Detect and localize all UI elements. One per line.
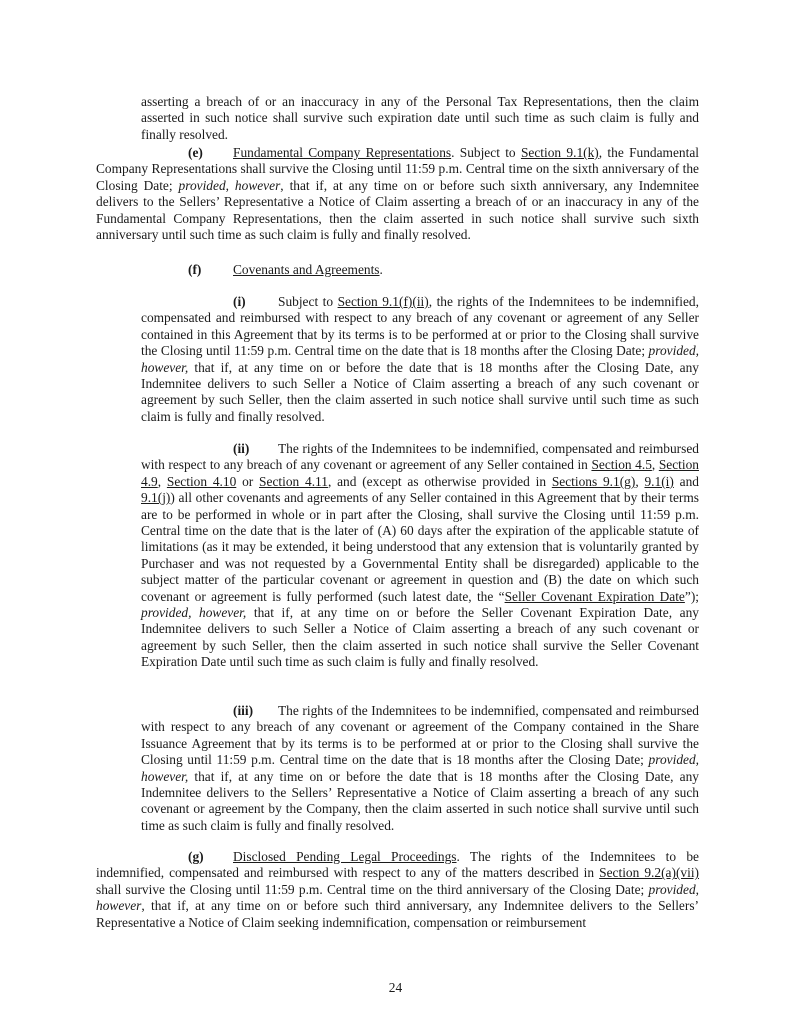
section-reference-9-1-g: Sections 9.1(g) (551, 473, 636, 489)
section-f-heading-period: . (379, 262, 383, 277)
section-g-text-1: . The rights of the Indemnitees to be indemnified, compensated and reimbursed with respect to any of the matters described in (96, 849, 699, 881)
section-g-text-4: , that if, at any time on or before such third anniversary, any Indemnitee delivers to the Sellers’ Representative a Notice of Claim seeking indemnification, compensation or reimbursement (96, 898, 699, 930)
provided-however-italic: provided, however, (141, 752, 699, 784)
section-f-ii-text-6: , (635, 473, 645, 489)
provided-italic: provided (648, 881, 696, 897)
section-f-iii-label: (iii) (233, 703, 254, 718)
section-f-ii-text-4: or (236, 473, 260, 489)
section-f-ii-text-9: ”); (684, 588, 699, 604)
section-g-heading: Disclosed Pending Legal Proceedings (233, 849, 457, 864)
section-f-ii-paragraph (141, 441, 699, 671)
defined-term-seller-covenant-expiration-date: Seller Covenant Expiration Date (504, 588, 685, 604)
section-f-i-paragraph (141, 294, 699, 425)
section-reference-4-10: Section 4.10 (166, 473, 237, 489)
section-g-paragraph (96, 849, 699, 931)
section-f-label: (f) (188, 262, 202, 277)
section-e-text-1: . Subject to (451, 145, 521, 160)
section-f-iii-text-2: that if, at any time on or before the date that is 18 months after the Closing Date, any Indemnitee delivers to the Sellers’ Representative a Notice of Claim asserting a breach of any such covenant or agreement by the Company, then the claim asserted in such notice shall survive until such time as such claim is fully and finally resolved. (141, 768, 699, 833)
section-reference-4-5: Section 4.5 (591, 457, 652, 473)
section-g-label: (g) (188, 849, 204, 864)
section-f-ii-label: (ii) (233, 441, 250, 456)
section-f-i-label: (i) (233, 294, 246, 309)
however-italic: however (234, 177, 281, 193)
section-f-ii-text-2: , (651, 457, 659, 473)
however-italic: however (96, 898, 142, 914)
section-reference-9-1-k: Section 9.1(k) (520, 145, 599, 160)
section-e-text-2: , the Fundamental Company Representations shall survive the Closing until 11:59 p.m. Central time on the sixth anniversary of the Closing Date; (96, 145, 699, 193)
section-f-ii-text-5: , and (except as otherwise provided in (327, 473, 552, 489)
section-f-iii-text-1: The rights of the Indemnitees to be indemnified, compensated and reimbursed with respect to any breach of any covenant or agreement of the Company contained in the Share Issuance Agreement that by its terms is to be performed at or prior to the Closing shall survive the Closing until 11:59 p.m. Central time on the date that is 18 months after the Closing Date; (141, 703, 699, 768)
section-g-text-3: , (695, 881, 699, 897)
section-f-i-text-3: that if, at any time on or before the date that is 18 months after the Closing Date, any Indemnitee delivers to such Seller a Notice of Claim asserting a breach of any such covenant or agreement by such Seller, then the claim asserted in such notice shall survive until such time as such claim is fully and finally resolved. (141, 359, 699, 424)
section-reference-9-1-i: 9.1(i) (644, 473, 674, 489)
continuation-paragraph (141, 94, 699, 143)
section-f-heading: Covenants and Agreements (233, 262, 380, 277)
section-e-text-3: , (225, 177, 235, 193)
section-f-ii-text-10: that if, at any time on or before the Seller Covenant Expiration Date, any Indemnitee delivers to such Seller a Notice of Claim asserting a breach of any such covenant or agreement by such Seller, then the claim asserted in such notice shall survive the Seller Covenant Expiration Date until such time as such claim is fully and finally resolved. (141, 605, 699, 670)
section-reference-9-2-a-vii: Section 9.2(a)(vii) (599, 865, 699, 881)
section-f-ii-text-3: , (157, 473, 167, 489)
provided-italic: provided (178, 177, 226, 193)
section-f-ii-text-7: and (673, 473, 700, 489)
section-reference-9-1-j: 9.1(j) (141, 490, 171, 506)
section-f-heading-line (96, 262, 699, 278)
section-reference-4-9: Section 4.9 (141, 457, 699, 489)
section-f-ii-text-1: The rights of the Indemnitees to be indemnified, compensated and reimbursed with respect to any breach of any covenant or agreement of any Seller contained in (141, 441, 699, 473)
section-e-paragraph (96, 145, 699, 243)
provided-however-italic: provided, however, (141, 605, 247, 621)
section-f-i-text-1: Subject to (278, 294, 338, 309)
section-e-text-4: , that if, at any time on or before such sixth anniversary, any Indemnitee delivers to the Sellers’ Representative a Notice of Claim asserting a breach of or an inaccuracy in any of the Fundamental Company Representations, then the claim asserted in such notice shall survive such sixth anniversary until such time as such claim is fully and finally resolved. (96, 177, 699, 243)
provided-however-italic: provided, however, (141, 343, 699, 375)
section-e-label: (e) (188, 145, 203, 160)
section-reference-4-11: Section 4.11 (259, 473, 328, 489)
continuation-text: asserting a breach of or an inaccuracy in any of the Personal Tax Representations, then the claim asserted in such notice shall survive such expiration date until such time as such claim is fully and finally resolved. (141, 94, 699, 142)
section-e-heading: Fundamental Company Representations (233, 145, 452, 160)
section-f-ii-text-8: ) all other covenants and agreements of any Seller contained in this Agreement that by their terms are to be performed in whole or in part after the Closing, shall survive the Closing until 11:59 p.m. Central time on the date that is the later of (A) 60 days after the expiration of the applicable statute of limitations (as it may be extended, it being understood that any extension that is voluntarily granted by Purchaser and was not requested by a Governmental Entity shall be disregarded) applicable to the subject matter of the particular covenant or agreement in question and (B) the date on which such covenant or agreement is fully performed (such latest date, the “ (141, 490, 699, 604)
section-f-iii-paragraph (141, 703, 699, 834)
section-g-text-2: shall survive the Closing until 11:59 p.m. Central time on the third anniversary of the Closing Date; (96, 881, 649, 897)
section-f-i-text-2: , the rights of the Indemnitees to be indemnified, compensated and reimbursed with respect to any breach of any covenant or agreement of any Seller contained in this Agreement that by its terms is to be performed at or prior to the Closing shall survive the Closing until 11:59 p.m. Central time on the date that is 18 months after the Closing Date; (141, 294, 699, 359)
page-number: 24 (388, 980, 403, 995)
section-reference-9-1-f-ii: Section 9.1(f)(ii) (337, 294, 429, 309)
